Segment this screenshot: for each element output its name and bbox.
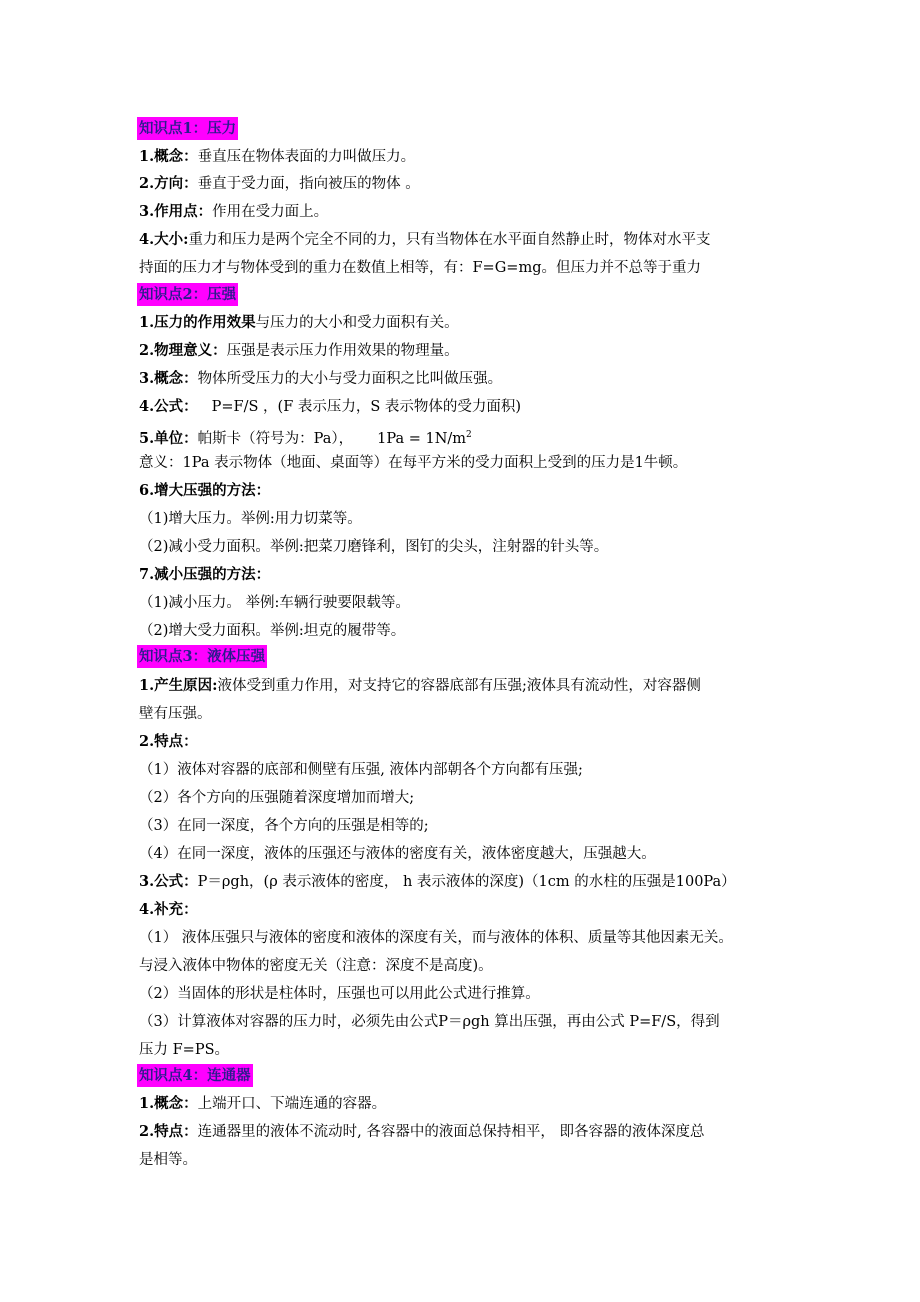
feature-3: （3）在同一深度，各个方向的压强是相等的;	[139, 818, 429, 834]
increase-item-1: （1)增大压力。举例:用力切菜等。	[139, 511, 362, 527]
line-label: 3.作用点：	[139, 203, 213, 220]
section-heading-pressure: 知识点1：压力	[137, 117, 238, 140]
line-label: 2.物理意义：	[139, 342, 227, 359]
line-text: P＝ρgh，(ρ 表示液体的密度， h 表示液体的深度)（1cm 的水柱的压强是100Pa）	[197, 874, 736, 890]
line-label: 1.概念：	[139, 1095, 198, 1112]
pressure-point	[139, 202, 328, 222]
pressure-magnitude-cont: 持面的压力才与物体受到的重力在数值上相等，有：F=G=mg。但压力并不总等于重力	[139, 260, 701, 276]
line-text: 帕斯卡（符号为：Pa），	[197, 430, 354, 447]
line-text: 连通器里的液体不流动时, 各容器中的液面总保持相平， 即各容器的液体深度总	[197, 1124, 705, 1140]
supplement-3-cont: 压力 F=PS。	[139, 1042, 230, 1058]
feature-2: （2）各个方向的压强随着深度增加而增大;	[139, 790, 415, 806]
concept-line	[139, 369, 502, 389]
feature-4: （4）在同一深度，液体的压强还与液体的密度有关，液体密度越大，压强越大。	[139, 846, 656, 862]
supplement-1-cont: 与浸入液体中物体的密度无关（注意：深度不是高度)。	[139, 958, 493, 974]
increase-heading	[139, 481, 270, 501]
meaning-line	[139, 341, 459, 361]
vessel-feature	[139, 1122, 704, 1142]
line-text: 与压力的大小和受力面积有关。	[255, 315, 459, 331]
line-label: 2.特点：	[139, 733, 198, 750]
line-text: P=F/S ，(F 表示压力，S 表示物体的受力面积)	[211, 399, 522, 415]
vessel-concept	[139, 1094, 386, 1114]
line-label: 6.增大压强的方法：	[139, 482, 271, 499]
line-text: 重力和压力是两个完全不同的力，只有当物体在水平面自然静止时，物体对水平支	[188, 232, 711, 248]
increase-item-2: （2)减小受力面积。举例:把菜刀磨锋利，图钉的尖头，注射器的针头等。	[139, 539, 609, 555]
vessel-feature-cont: 是相等。	[139, 1152, 197, 1168]
feature-1: （1）液体对容器的底部和侧壁有压强, 液体内部朝各个方向都有压强;	[139, 762, 583, 778]
section-heading-pressure-intensity: 知识点2：压强	[137, 283, 238, 306]
features-heading	[139, 732, 198, 752]
line-text: 作用在受力面上。	[212, 204, 329, 220]
cause-line	[139, 676, 701, 696]
formula-line	[139, 397, 521, 417]
line-text: 液体受到重力作用，对支持它的容器底部有压强;液体具有流动性，对容器侧	[217, 678, 701, 694]
decrease-item-2: （2)增大受力面积。举例:坦克的履带等。	[139, 623, 406, 639]
unit-line	[139, 425, 472, 449]
line-label: 5.单位：	[139, 429, 198, 447]
pressure-magnitude	[139, 230, 711, 250]
supplement-3: （3）计算液体对容器的压力时，必须先由公式P＝ρgh 算出压强，再由公式 P=F/S，得到	[139, 1014, 720, 1030]
line-label: 1.产生原因:	[139, 677, 218, 694]
line-label: 2.方向：	[139, 175, 198, 192]
unit-meaning: 意义：1Pa 表示物体（地面、桌面等）在每平方米的受力面积上受到的压力是1牛顿。	[139, 455, 688, 471]
section-heading-liquid-pressure: 知识点3：液体压强	[137, 645, 267, 668]
unit-formula: 1Pa = 1N/m	[377, 430, 467, 447]
line-text: 上端开口、下端连通的容器。	[197, 1096, 387, 1112]
line-label: 4.大小:	[139, 231, 189, 248]
effect-line	[139, 313, 459, 333]
decrease-heading	[139, 565, 270, 585]
cause-line-cont: 壁有压强。	[139, 706, 212, 722]
supplement-2: （2）当固体的形状是柱体时，压强也可以用此公式进行推算。	[139, 986, 540, 1002]
liquid-formula-line	[139, 872, 736, 892]
line-label: 3.公式：	[139, 873, 198, 890]
line-text: 压强是表示压力作用效果的物理量。	[226, 343, 459, 359]
supplement-heading	[139, 900, 198, 920]
line-label: 3.概念：	[139, 370, 198, 387]
line-label: 1.压力的作用效果	[139, 314, 256, 331]
unit-exponent: 2	[466, 430, 472, 440]
line-text: 物体所受压力的大小与受力面积之比叫做压强。	[197, 371, 503, 387]
pressure-direction	[139, 174, 420, 194]
line-label: 4.补充：	[139, 901, 198, 918]
decrease-item-1: （1)减小压力。 举例:车辆行驶要限载等。	[139, 595, 410, 611]
line-label: 1.概念：	[139, 148, 198, 165]
line-label: 7.减小压强的方法：	[139, 566, 271, 583]
line-text: 垂直于受力面，指向被压的物体 。	[197, 176, 420, 192]
line-text: 垂直压在物体表面的力叫做压力。	[197, 149, 416, 165]
section-heading-connected-vessels: 知识点4：连通器	[137, 1064, 253, 1087]
line-label: 4.公式：	[139, 398, 198, 415]
line-label: 2.特点：	[139, 1123, 198, 1140]
pressure-concept	[139, 147, 415, 167]
supplement-1: （1） 液体压强只与液体的密度和液体的深度有关，而与液体的体积、质量等其他因素无关。	[139, 930, 733, 946]
